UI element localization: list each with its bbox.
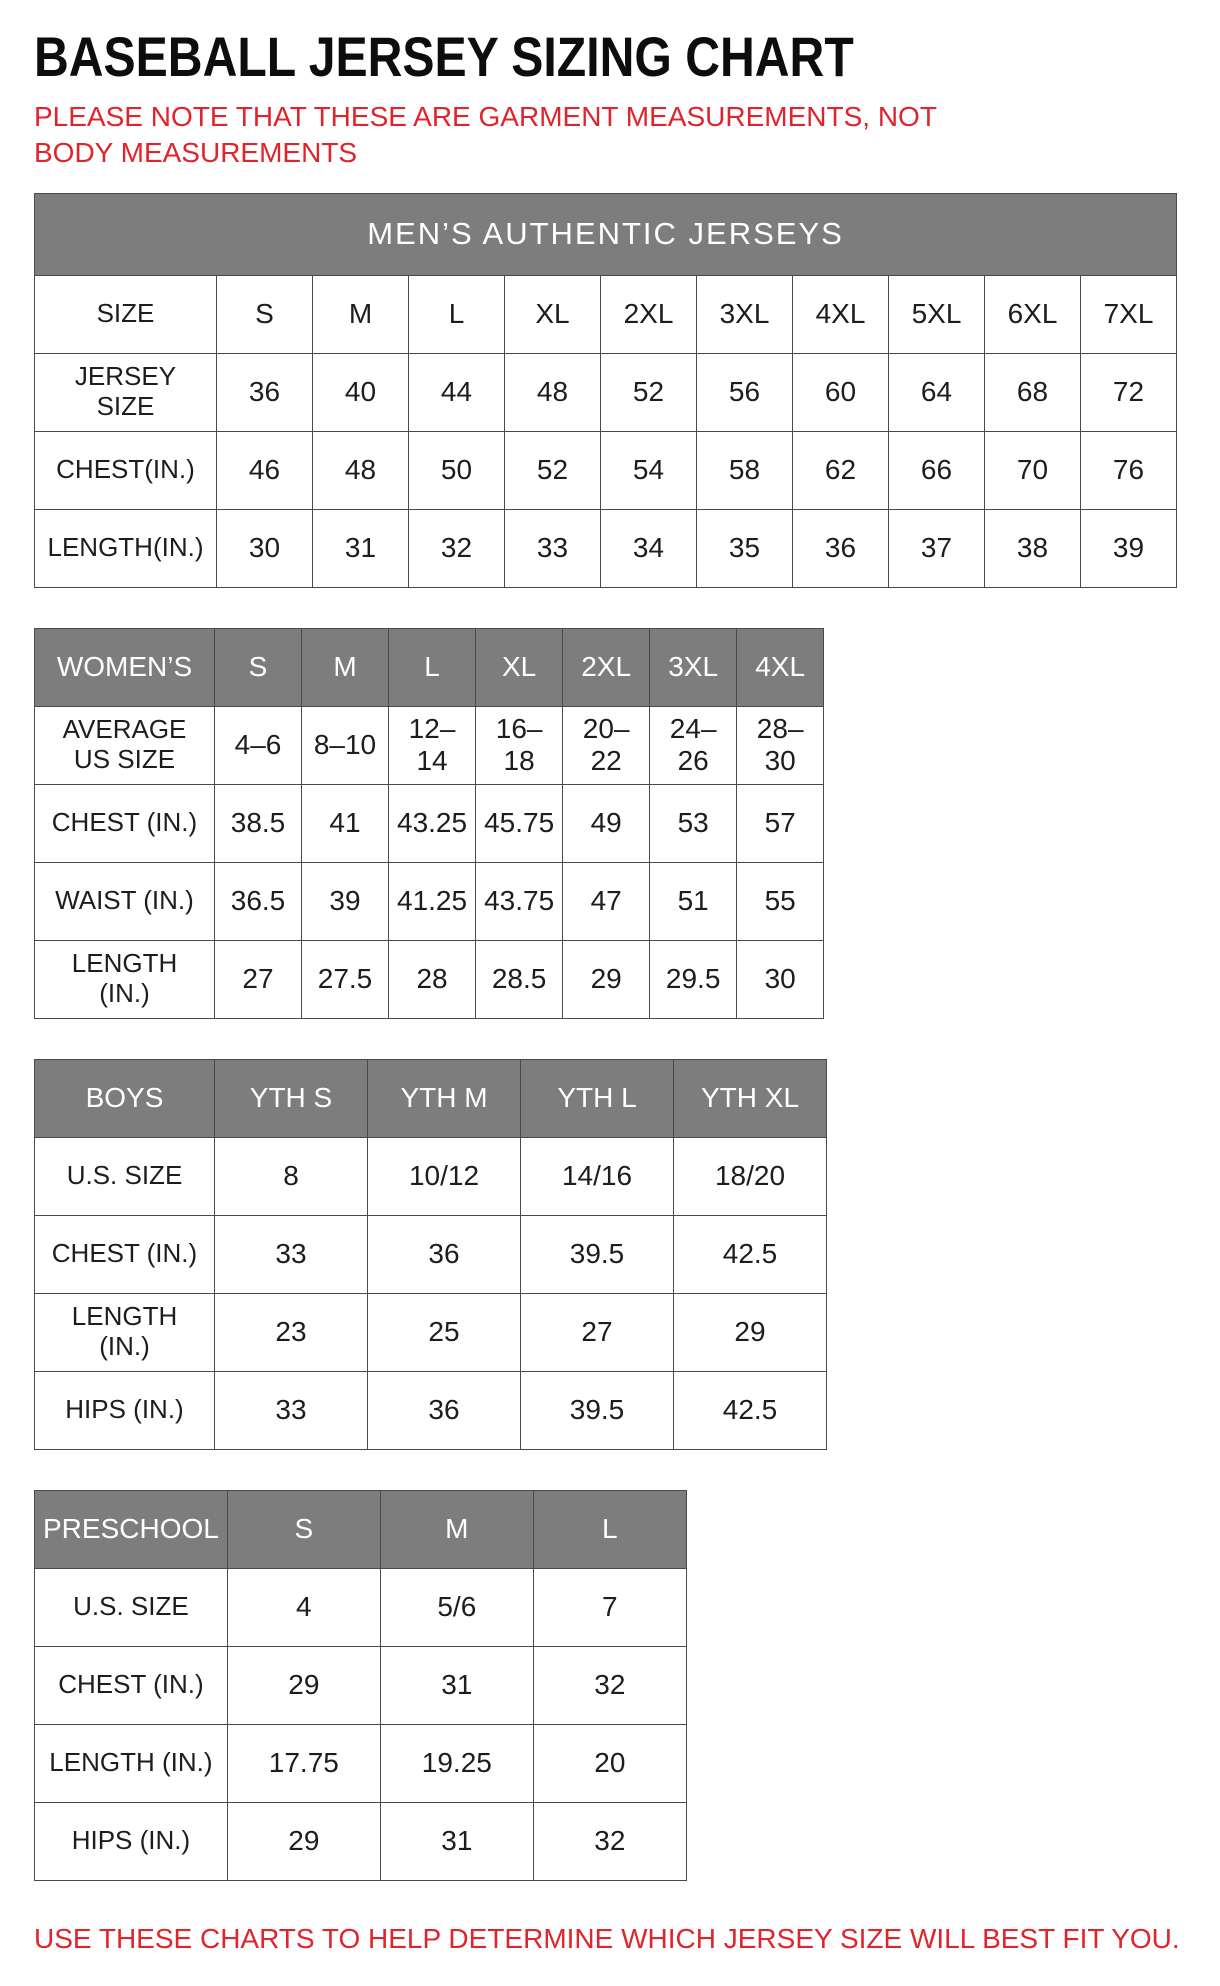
table-cell: 19.25	[380, 1724, 533, 1802]
table-cell: 16–18	[476, 706, 563, 784]
table-cell: 33	[505, 509, 601, 587]
size-table	[34, 1490, 687, 1881]
table-cell: S	[217, 275, 313, 353]
table-cell: 7XL	[1081, 275, 1177, 353]
row-label: LENGTH (IN.)	[35, 1293, 215, 1371]
table-cell: 32	[533, 1802, 686, 1880]
table-cell: 57	[737, 784, 824, 862]
header-cell: L	[389, 628, 476, 706]
table-cell: 39.5	[521, 1371, 674, 1449]
table-cell: 39	[1081, 509, 1177, 587]
table-cell: 45.75	[476, 784, 563, 862]
row-label: WAIST (IN.)	[35, 862, 215, 940]
size-table	[34, 628, 824, 1019]
table-cell: 31	[380, 1646, 533, 1724]
table-cell: 29.5	[650, 940, 737, 1018]
table-cell: 30	[737, 940, 824, 1018]
table-cell: 29	[674, 1293, 827, 1371]
table-row	[35, 1371, 827, 1449]
header-cell: S	[227, 1490, 380, 1568]
row-label: LENGTH(IN.)	[35, 509, 217, 587]
row-label: CHEST (IN.)	[35, 1215, 215, 1293]
row-label: U.S. SIZE	[35, 1137, 215, 1215]
table-cell: 46	[217, 431, 313, 509]
header-label: BOYS	[35, 1059, 215, 1137]
table-row	[35, 706, 824, 784]
header-label: PRESCHOOL	[35, 1490, 228, 1568]
table-cell: 8–10	[302, 706, 389, 784]
table-cell: 17.75	[227, 1724, 380, 1802]
table-cell: 20–22	[563, 706, 650, 784]
table-cell: 60	[793, 353, 889, 431]
table-cell: 52	[601, 353, 697, 431]
table-cell: 51	[650, 862, 737, 940]
table-cell: 32	[533, 1646, 686, 1724]
table-cell: 27	[521, 1293, 674, 1371]
table-cell: 53	[650, 784, 737, 862]
table-cell: 20	[533, 1724, 686, 1802]
table-row	[35, 275, 1177, 353]
table-cell: 7	[533, 1568, 686, 1646]
table-row	[35, 1137, 827, 1215]
row-label: JERSEY SIZE	[35, 353, 217, 431]
table-cell: 33	[215, 1215, 368, 1293]
header-cell: M	[302, 628, 389, 706]
boys-sizing-table	[34, 1059, 1186, 1450]
table-cell: 76	[1081, 431, 1177, 509]
header-cell: YTH M	[368, 1059, 521, 1137]
table-cell: 62	[793, 431, 889, 509]
table-cell: 58	[697, 431, 793, 509]
table-cell: 39.5	[521, 1215, 674, 1293]
table-cell: 14/16	[521, 1137, 674, 1215]
table-cell: 32	[409, 509, 505, 587]
table-cell: 23	[215, 1293, 368, 1371]
row-label: LENGTH (IN.)	[35, 1724, 228, 1802]
table-cell: 50	[409, 431, 505, 509]
table-cell: 44	[409, 353, 505, 431]
table-cell: 27	[215, 940, 302, 1018]
table-cell: 47	[563, 862, 650, 940]
table-row	[35, 431, 1177, 509]
table-cell: 42.5	[674, 1371, 827, 1449]
header-label: WOMEN’S	[35, 628, 215, 706]
table-cell: 3XL	[697, 275, 793, 353]
table-cell: L	[409, 275, 505, 353]
table-cell: 54	[601, 431, 697, 509]
row-label: CHEST (IN.)	[35, 1646, 228, 1724]
table-cell: 10/12	[368, 1137, 521, 1215]
table-cell: 4XL	[793, 275, 889, 353]
table-row	[35, 1293, 827, 1371]
table-cell: 38.5	[215, 784, 302, 862]
row-label: LENGTH (IN.)	[35, 940, 215, 1018]
table-cell: 24–26	[650, 706, 737, 784]
size-table	[34, 193, 1177, 588]
row-label: CHEST (IN.)	[35, 784, 215, 862]
header-cell: XL	[476, 628, 563, 706]
row-label: HIPS (IN.)	[35, 1802, 228, 1880]
table-cell: 4	[227, 1568, 380, 1646]
table-cell: 18/20	[674, 1137, 827, 1215]
table-cell: 48	[313, 431, 409, 509]
table-cell: 36.5	[215, 862, 302, 940]
table-cell: 42.5	[674, 1215, 827, 1293]
table-cell: 31	[313, 509, 409, 587]
table-cell: 49	[563, 784, 650, 862]
table-cell: 40	[313, 353, 409, 431]
table-cell: 28.5	[476, 940, 563, 1018]
table-title: MEN’S AUTHENTIC JERSEYS	[35, 193, 1177, 275]
table-row	[35, 940, 824, 1018]
table-cell: 29	[227, 1802, 380, 1880]
table-cell: 27.5	[302, 940, 389, 1018]
table-cell: 43.75	[476, 862, 563, 940]
row-label: HIPS (IN.)	[35, 1371, 215, 1449]
table-cell: 55	[737, 862, 824, 940]
table-cell: 66	[889, 431, 985, 509]
table-cell: 33	[215, 1371, 368, 1449]
fit-advice-note: USE THESE CHARTS TO HELP DETERMINE WHICH JERSEY SIZE WILL BEST FIT YOU.	[34, 1922, 1180, 1954]
table-cell: 52	[505, 431, 601, 509]
table-row	[35, 784, 824, 862]
table-cell: 25	[368, 1293, 521, 1371]
header-cell: L	[533, 1490, 686, 1568]
table-cell: 39	[302, 862, 389, 940]
table-cell: 8	[215, 1137, 368, 1215]
table-cell: 72	[1081, 353, 1177, 431]
table-cell: 28	[389, 940, 476, 1018]
header-cell: M	[380, 1490, 533, 1568]
header-cell: YTH L	[521, 1059, 674, 1137]
header-cell: 3XL	[650, 628, 737, 706]
table-cell: 43.25	[389, 784, 476, 862]
table-row	[35, 1568, 687, 1646]
womens-sizing-table	[34, 628, 1186, 1019]
table-cell: 36	[368, 1371, 521, 1449]
table-cell: 6XL	[985, 275, 1081, 353]
table-cell: 70	[985, 431, 1081, 509]
table-row	[35, 1646, 687, 1724]
preschool-sizing-table	[34, 1490, 1186, 1881]
table-cell: 29	[227, 1646, 380, 1724]
table-cell: 35	[697, 509, 793, 587]
table-cell: 36	[217, 353, 313, 431]
header-cell: YTH S	[215, 1059, 368, 1137]
header-cell: 2XL	[563, 628, 650, 706]
table-cell: 68	[985, 353, 1081, 431]
size-table	[34, 1059, 827, 1450]
table-cell: M	[313, 275, 409, 353]
table-cell: 31	[380, 1802, 533, 1880]
table-cell: 29	[563, 940, 650, 1018]
row-label: U.S. SIZE	[35, 1568, 228, 1646]
table-row	[35, 509, 1177, 587]
table-cell: 48	[505, 353, 601, 431]
table-cell: 36	[368, 1215, 521, 1293]
table-cell: 38	[985, 509, 1081, 587]
table-cell: 41.25	[389, 862, 476, 940]
page-title: BASEBALL JERSEY SIZING CHART	[34, 25, 854, 88]
table-row	[35, 353, 1177, 431]
table-cell: 41	[302, 784, 389, 862]
table-cell: 5/6	[380, 1568, 533, 1646]
table-cell: 56	[697, 353, 793, 431]
table-cell: 12–14	[389, 706, 476, 784]
header-cell: 4XL	[737, 628, 824, 706]
table-cell: 28–30	[737, 706, 824, 784]
header-cell: S	[215, 628, 302, 706]
row-label: SIZE	[35, 275, 217, 353]
table-cell: 4–6	[215, 706, 302, 784]
table-cell: 64	[889, 353, 985, 431]
table-cell: 34	[601, 509, 697, 587]
table-row	[35, 1802, 687, 1880]
table-cell: XL	[505, 275, 601, 353]
table-cell: 37	[889, 509, 985, 587]
table-cell: 2XL	[601, 275, 697, 353]
header-cell: YTH XL	[674, 1059, 827, 1137]
table-row	[35, 1215, 827, 1293]
mens-authentic-jerseys-table	[34, 193, 1186, 588]
table-cell: 36	[793, 509, 889, 587]
table-row	[35, 1724, 687, 1802]
table-cell: 5XL	[889, 275, 985, 353]
table-cell: 30	[217, 509, 313, 587]
row-label: AVERAGE US SIZE	[35, 706, 215, 784]
table-row	[35, 862, 824, 940]
row-label: CHEST(IN.)	[35, 431, 217, 509]
garment-measurement-note: PLEASE NOTE THAT THESE ARE GARMENT MEASUREMENTS, NOT BODY MEASUREMENTS	[34, 101, 937, 168]
